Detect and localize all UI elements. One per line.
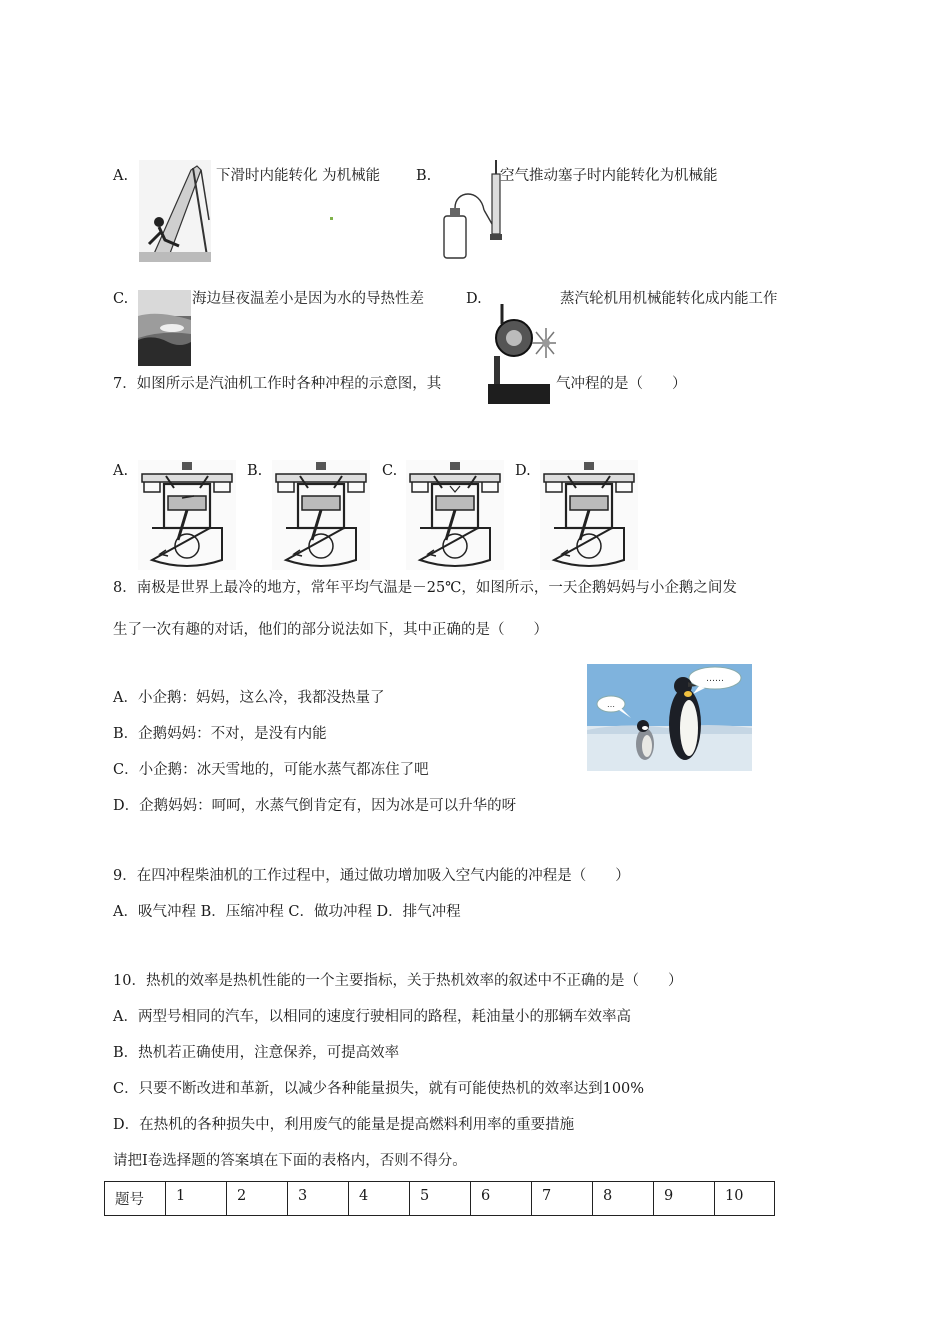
steam-turbine-picture (488, 300, 556, 404)
q6-option-b-letter: B. (416, 168, 432, 184)
q10-option-b: B．热机若正确使用，注意保养，可提高效率 (113, 1045, 400, 1061)
q6-option-d-letter: D. (466, 291, 482, 307)
stray-dot (330, 217, 333, 220)
q6-option-c-text: 海边昼夜温差小是因为水的导热性差 (192, 291, 424, 307)
q8-option-a: A．小企鹅：妈妈，这么冷，我都没热量了 (113, 690, 385, 706)
engine-diagram-c (406, 460, 504, 570)
answer-cell-9[interactable]: 9 (654, 1182, 715, 1216)
q10-option-c: C．只要不断改进和革新，以减少各种能量损失，就有可能使热机的效率达到100% (113, 1081, 645, 1097)
q9-options: A．吸气冲程 B．压缩冲程 C．做功冲程 D．排气冲程 (113, 904, 461, 920)
penguin-bubble-small: … (607, 700, 615, 709)
answer-cell-3[interactable]: 3 (288, 1182, 349, 1216)
q7-stem-after: 气冲程的是（ ） (556, 376, 687, 392)
answer-cell-10[interactable]: 10 (715, 1182, 775, 1216)
answer-cell-4[interactable]: 4 (349, 1182, 410, 1216)
q7-option-b: B. (247, 463, 263, 479)
answer-cell-2[interactable]: 2 (227, 1182, 288, 1216)
penguin-picture (587, 664, 752, 771)
engine-diagram-b (272, 460, 370, 570)
q10-option-d: D．在热机的各种损失中，利用废气的能量是提高燃料利用率的重要措施 (113, 1117, 575, 1133)
slide-picture (139, 160, 211, 262)
engine-diagram-d (540, 460, 638, 570)
q8-option-b: B．企鹅妈妈：不对，是没有内能 (113, 726, 327, 742)
q8-stem-line2: 生了一次有趣的对话，他们的部分说法如下，其中正确的是（ ） (113, 622, 548, 638)
answer-table (104, 1181, 775, 1216)
q10-stem: 10．热机的效率是热机性能的一个主要指标，关于热机效率的叙述中不正确的是（ ） (113, 973, 683, 989)
q7-stem-before: 7．如图所示是汽油机工作时各种冲程的示意图，其 (113, 376, 442, 392)
q7-option-d: D. (515, 463, 531, 479)
answer-cell-8[interactable]: 8 (593, 1182, 654, 1216)
q8-option-c: C．小企鹅：冰天雪地的，可能水蒸气都冻住了吧 (113, 762, 429, 778)
answer-cell-6[interactable]: 6 (471, 1182, 532, 1216)
q8-stem-line1: 8．南极是世界上最冷的地方，常年平均气温是－25℃，如图所示，一天企鹅妈妈与小企鹅之间发 (113, 580, 737, 596)
engine-diagram-a (138, 460, 236, 570)
q6-option-d-text: 蒸汽轮机用机械能转化成内能工作 (560, 291, 778, 307)
answer-table-header: 题号 (105, 1182, 166, 1216)
penguin-bubble-big: …… (706, 674, 724, 684)
q8-option-d: D．企鹅妈妈：呵呵，水蒸气倒肯定有，因为冰是可以升华的呀 (113, 798, 517, 814)
q9-stem: 9．在四冲程柴油机的工作过程中，通过做功增加吸入空气内能的冲程是（ ） (113, 868, 630, 884)
q6-option-b-text: 空气推动塞子时内能转化为机械能 (500, 168, 718, 184)
q7-option-c: C. (382, 463, 398, 479)
q10-option-a: A．两型号相同的汽车，以相同的速度行驶相同的路程，耗油量小的那辆车效率高 (113, 1009, 631, 1025)
answer-cell-5[interactable]: 5 (410, 1182, 471, 1216)
seaside-picture (138, 290, 191, 366)
q6-option-c-letter: C. (113, 291, 129, 307)
answer-table-row (105, 1182, 775, 1216)
answer-cell-7[interactable]: 7 (532, 1182, 593, 1216)
answer-cell-1[interactable]: 1 (166, 1182, 227, 1216)
q7-option-a: A. (113, 463, 129, 479)
q6-option-a-text: 下滑时内能转化 为机械能 (216, 168, 381, 184)
answer-instruction: 请把Ⅰ卷选择题的答案填在下面的表格内，否则不得分。 (113, 1153, 467, 1169)
q6-option-a-letter: A. (113, 168, 129, 184)
